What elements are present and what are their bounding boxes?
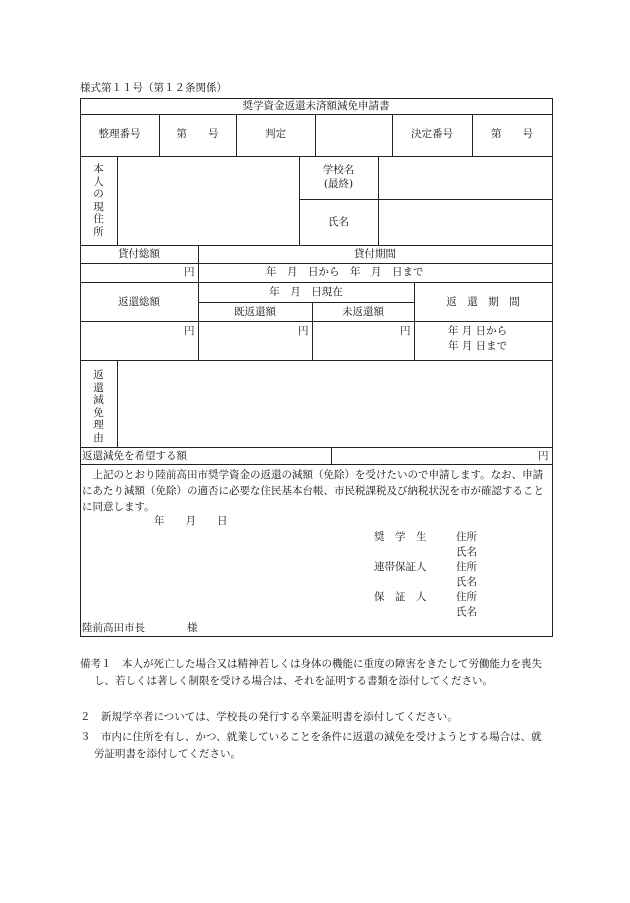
repay-asof-label: 年 月 日現在 — [269, 286, 343, 298]
signer-name-field[interactable]: 氏名 — [456, 546, 477, 558]
loan-total-field[interactable]: 円 — [184, 266, 195, 278]
kettei-number-field[interactable]: 第 号 — [491, 128, 533, 140]
note-3: ３ 市内に住所を有し、かつ、就業していることを条件に返還の減免を受けようとする場合は、就労証明書を添付してください。 — [80, 731, 542, 760]
seiri-number-field[interactable]: 第 号 — [176, 128, 219, 140]
reason-field[interactable] — [118, 361, 552, 447]
loan-total-label: 貸付総額 — [118, 248, 160, 260]
address-label: 本人の現住所 — [93, 163, 104, 238]
hantei-field[interactable] — [316, 115, 392, 156]
signer-address-field[interactable]: 住所 — [456, 531, 477, 543]
address-field[interactable] — [118, 157, 299, 245]
repay-total-label: 返還総額 — [118, 296, 160, 308]
paid-field[interactable]: 円 — [298, 325, 309, 337]
form-title: 奨学資金返還未済額減免申請書 — [242, 100, 390, 112]
signer-role: 連帯保証人 — [374, 561, 427, 573]
repay-total-field[interactable]: 円 — [184, 325, 195, 337]
loan-period-label: 貸付期間 — [354, 248, 396, 260]
signer-address-field[interactable]: 住所 — [456, 591, 477, 603]
signer-role: 保 証 人 — [374, 591, 427, 603]
signer-role: 奨 学 生 — [374, 531, 427, 543]
unpaid-label: 未返還額 — [342, 306, 384, 318]
name-field[interactable] — [379, 200, 552, 245]
statement-text: 上記のとおり陸前高田市奨学資金の返還の減額（免除）を受けたいので申請します。なお、申請にあたり減額（免除）の適否に必要な住民基本台帳、市民税課税及び納税状況を市が確認することに同意します。 — [82, 469, 544, 513]
repay-period-label: 返 還 期 間 — [446, 296, 520, 308]
note-2: ２ 新規学卒者については、学校長の発行する卒業証明書を添付してください。 — [80, 711, 458, 723]
form-number: 様式第１１号（第１２条関係） — [80, 82, 227, 94]
repay-period-from[interactable]: 年 月 日から — [448, 325, 508, 337]
paid-label: 既返還額 — [234, 306, 276, 318]
signer-name-field[interactable]: 氏名 — [456, 576, 477, 588]
note-1: 備考１ 本人が死亡した場合又は精神若しくは身体の機能に重度の障害をきたして労働能力を喪失し、若しくは著しく制限を受ける場合は、それを証明する書類を添付してください。 — [80, 658, 542, 687]
application-date[interactable]: 年 月 日 — [154, 515, 228, 527]
request-amount-label: 返還減免を希望する額 — [82, 450, 187, 462]
signer-name-field[interactable]: 氏名 — [456, 606, 477, 618]
loan-period-field[interactable]: 年 月 日から 年 月 日まで — [266, 266, 424, 278]
addressee: 陸前高田市長 様 — [82, 622, 198, 634]
reason-label: 返還減免理由 — [93, 369, 104, 444]
name-label: 氏名 — [328, 216, 349, 228]
school-label: 学校名 — [322, 164, 355, 176]
unpaid-field[interactable]: 円 — [400, 325, 411, 337]
signer-address-field[interactable]: 住所 — [456, 561, 477, 573]
school-field[interactable] — [379, 157, 552, 199]
school-sub-label: (最終) — [323, 178, 354, 190]
kettei-number-label: 決定番号 — [411, 128, 453, 140]
seiri-number-label: 整理番号 — [98, 128, 141, 140]
request-amount-field[interactable]: 円 — [538, 450, 549, 462]
repay-period-to[interactable]: 年 月 日まで — [448, 340, 508, 352]
hantei-label: 判定 — [265, 128, 286, 140]
